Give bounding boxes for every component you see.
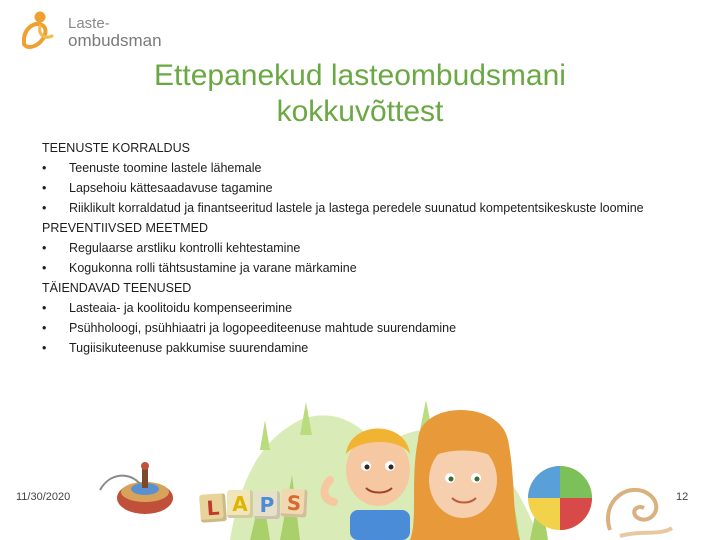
girl-character (410, 410, 520, 540)
section-heading: TÄIENDAVAD TEENUSED (42, 281, 192, 295)
spinning-top-toy (100, 462, 173, 514)
section-heading: PREVENTIIVSED MEETMED (42, 221, 208, 235)
bullet-dot: • (42, 161, 47, 175)
letter-block: P (254, 491, 280, 519)
title-line1: Ettepanekud lasteombudsmani (154, 59, 566, 92)
list-item-text: Teenuste toomine lastele lähemale (69, 161, 262, 175)
list-item-text: Lasteaia- ja koolitoidu kompenseerimine (69, 301, 293, 315)
section-heading: TEENUSTE KORRALDUS (42, 141, 190, 155)
list-item (42, 158, 682, 178)
list-item-text: Lapsehoiu kättesaadavuse tagamine (69, 181, 273, 195)
letter-block: A (227, 490, 253, 518)
logo-line1: Laste- (68, 15, 110, 32)
beach-ball-toy (528, 466, 592, 530)
content-body (42, 138, 682, 358)
list-item (42, 298, 682, 318)
list-item-text: Tugiisikuteenuse pakkumise suurendamine (69, 341, 309, 355)
list-item-text: Riiklikult korraldatud ja finantseeritud lastele ja lastega peredele suunatud kompetentsikeskuste loomine (69, 201, 644, 215)
list-item-text: Psühholoogi, psühhiaatri ja logopeediteenuse mahtude suurendamine (69, 321, 457, 335)
list-item-text: Regulaarse arstliku kontrolli kehtestamine (69, 241, 301, 255)
bullet-dot: • (42, 321, 47, 335)
list-item (42, 178, 682, 198)
bullet-dot: • (42, 181, 47, 195)
child-silhouette-icon (18, 8, 58, 52)
logo (18, 8, 168, 54)
title-line2: kokkuvõttest (276, 95, 444, 128)
bullet-dot: • (42, 201, 47, 215)
list-item (42, 198, 682, 218)
bullet-dot: • (42, 341, 47, 355)
list-item (42, 238, 682, 258)
bullet-dot: • (42, 301, 47, 315)
slide-date: 11/30/2020 (16, 491, 71, 503)
list-item (42, 338, 682, 358)
list-item (42, 258, 682, 278)
logo-text (68, 15, 162, 49)
letter-block: L (199, 493, 227, 523)
slide-title (110, 58, 610, 130)
bullet-dot: • (42, 261, 47, 275)
bullet-dot: • (42, 241, 47, 255)
letter-block: S (280, 488, 307, 517)
list-item (42, 318, 682, 338)
slide-number: 12 (676, 491, 689, 503)
children-illustration (0, 380, 720, 540)
logo-line2: ombudsman (68, 31, 162, 50)
spiral-decoration (608, 490, 672, 536)
list-item-text: Kogukonna rolli tähtsustamine ja varane märkamine (69, 261, 357, 275)
